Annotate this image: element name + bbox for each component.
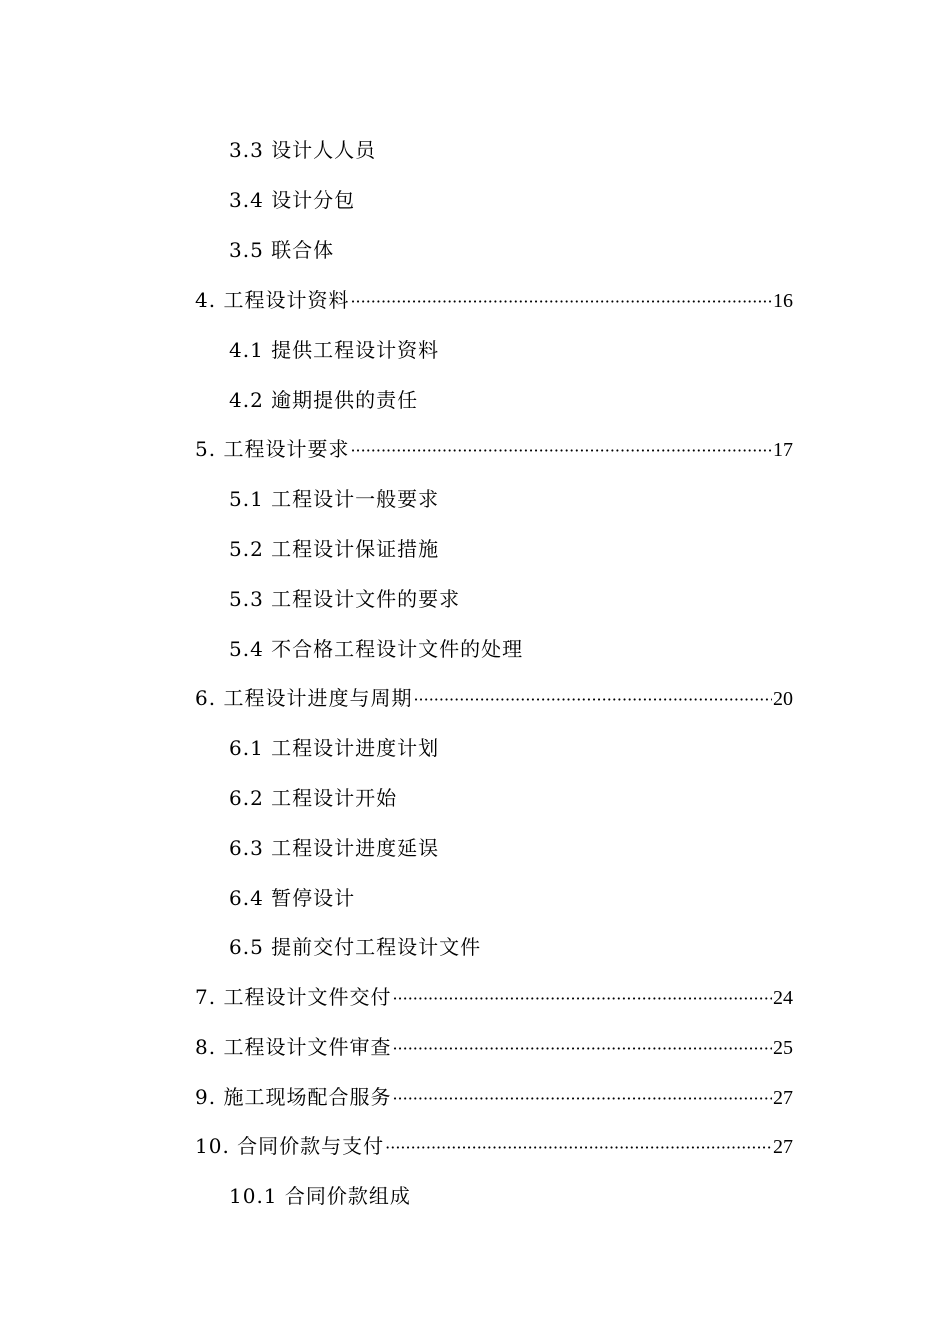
toc-subentry-5-2[interactable] — [229, 534, 439, 564]
toc-entry-9[interactable] — [195, 1082, 793, 1112]
toc-entry-text: 5.4 不合格工程设计文件的处理 — [229, 637, 524, 661]
toc-entry-text: 6.5 提前交付工程设计文件 — [229, 935, 482, 959]
toc-entry-text: 4.2 逾期提供的责任 — [229, 388, 419, 412]
dot-leader — [392, 984, 772, 1014]
toc-entry-8[interactable] — [195, 1032, 793, 1062]
toc-subentry-6-4[interactable] — [229, 883, 355, 913]
toc-subentry-4-2[interactable] — [229, 385, 418, 415]
toc-subentry-6-1[interactable] — [229, 733, 439, 763]
toc-entry-text: 7. 工程设计文件交付 — [195, 985, 392, 1009]
toc-entry-text: 3.4 设计分包 — [229, 188, 356, 212]
toc-page-number: 25 — [773, 1037, 793, 1059]
toc-entry-text: 6.3 工程设计进度延误 — [229, 836, 440, 860]
toc-entry-text: 10. 合同价款与支付 — [195, 1134, 385, 1158]
toc-entry-text: 8. 工程设计文件审查 — [195, 1035, 392, 1059]
dot-leader — [385, 1133, 772, 1163]
toc-page-number: 27 — [773, 1136, 793, 1158]
toc-subentry-10-1[interactable] — [229, 1181, 411, 1211]
toc-subentry-5-3[interactable] — [229, 584, 460, 614]
toc-page-number: 16 — [773, 290, 793, 312]
toc-entry-text: 6.1 工程设计进度计划 — [229, 736, 440, 760]
toc-entry-text: 5. 工程设计要求 — [195, 437, 350, 461]
dot-leader — [413, 685, 772, 715]
toc-entry-text: 3.5 联合体 — [229, 238, 335, 262]
toc-entry-text: 6.4 暂停设计 — [229, 886, 356, 910]
toc-entry-text: 6.2 工程设计开始 — [229, 786, 398, 810]
toc-entry-text: 6. 工程设计进度与周期 — [195, 686, 413, 710]
toc-entry-6[interactable] — [195, 683, 793, 713]
dot-leader — [392, 1084, 772, 1114]
toc-page-number: 24 — [773, 987, 793, 1009]
toc-subentry-6-2[interactable] — [229, 783, 397, 813]
toc-entry-text: 5.2 工程设计保证措施 — [229, 537, 440, 561]
toc-subentry-3-4[interactable] — [229, 185, 355, 215]
toc-entry-10[interactable] — [195, 1131, 793, 1161]
toc-entry-text: 10.1 合同价款组成 — [229, 1184, 411, 1208]
toc-entry-text: 9. 施工现场配合服务 — [195, 1085, 392, 1109]
dot-leader — [350, 436, 772, 466]
toc-entry-text: 5.1 工程设计一般要求 — [229, 487, 440, 511]
toc-subentry-5-1[interactable] — [229, 484, 439, 514]
toc-entry-text: 3.3 设计人人员 — [229, 138, 377, 162]
toc-page-number: 27 — [773, 1087, 793, 1109]
toc-entry-7[interactable] — [195, 982, 793, 1012]
toc-subentry-3-5[interactable] — [229, 235, 334, 265]
toc-entry-text: 4.1 提供工程设计资料 — [229, 338, 440, 362]
toc-subentry-6-5[interactable] — [229, 932, 481, 962]
toc-entry-text: 4. 工程设计资料 — [195, 288, 350, 312]
toc-subentry-5-4[interactable] — [229, 634, 523, 664]
toc-entry-5[interactable] — [195, 434, 793, 464]
dot-leader — [350, 287, 772, 317]
toc-page-number: 20 — [773, 688, 793, 710]
dot-leader — [392, 1034, 772, 1064]
toc-entry-4[interactable] — [195, 285, 793, 315]
toc-page-number: 17 — [773, 439, 793, 461]
toc-subentry-3-3[interactable] — [229, 135, 376, 165]
toc-subentry-4-1[interactable] — [229, 335, 439, 365]
toc-entry-text: 5.3 工程设计文件的要求 — [229, 587, 461, 611]
toc-subentry-6-3[interactable] — [229, 833, 439, 863]
